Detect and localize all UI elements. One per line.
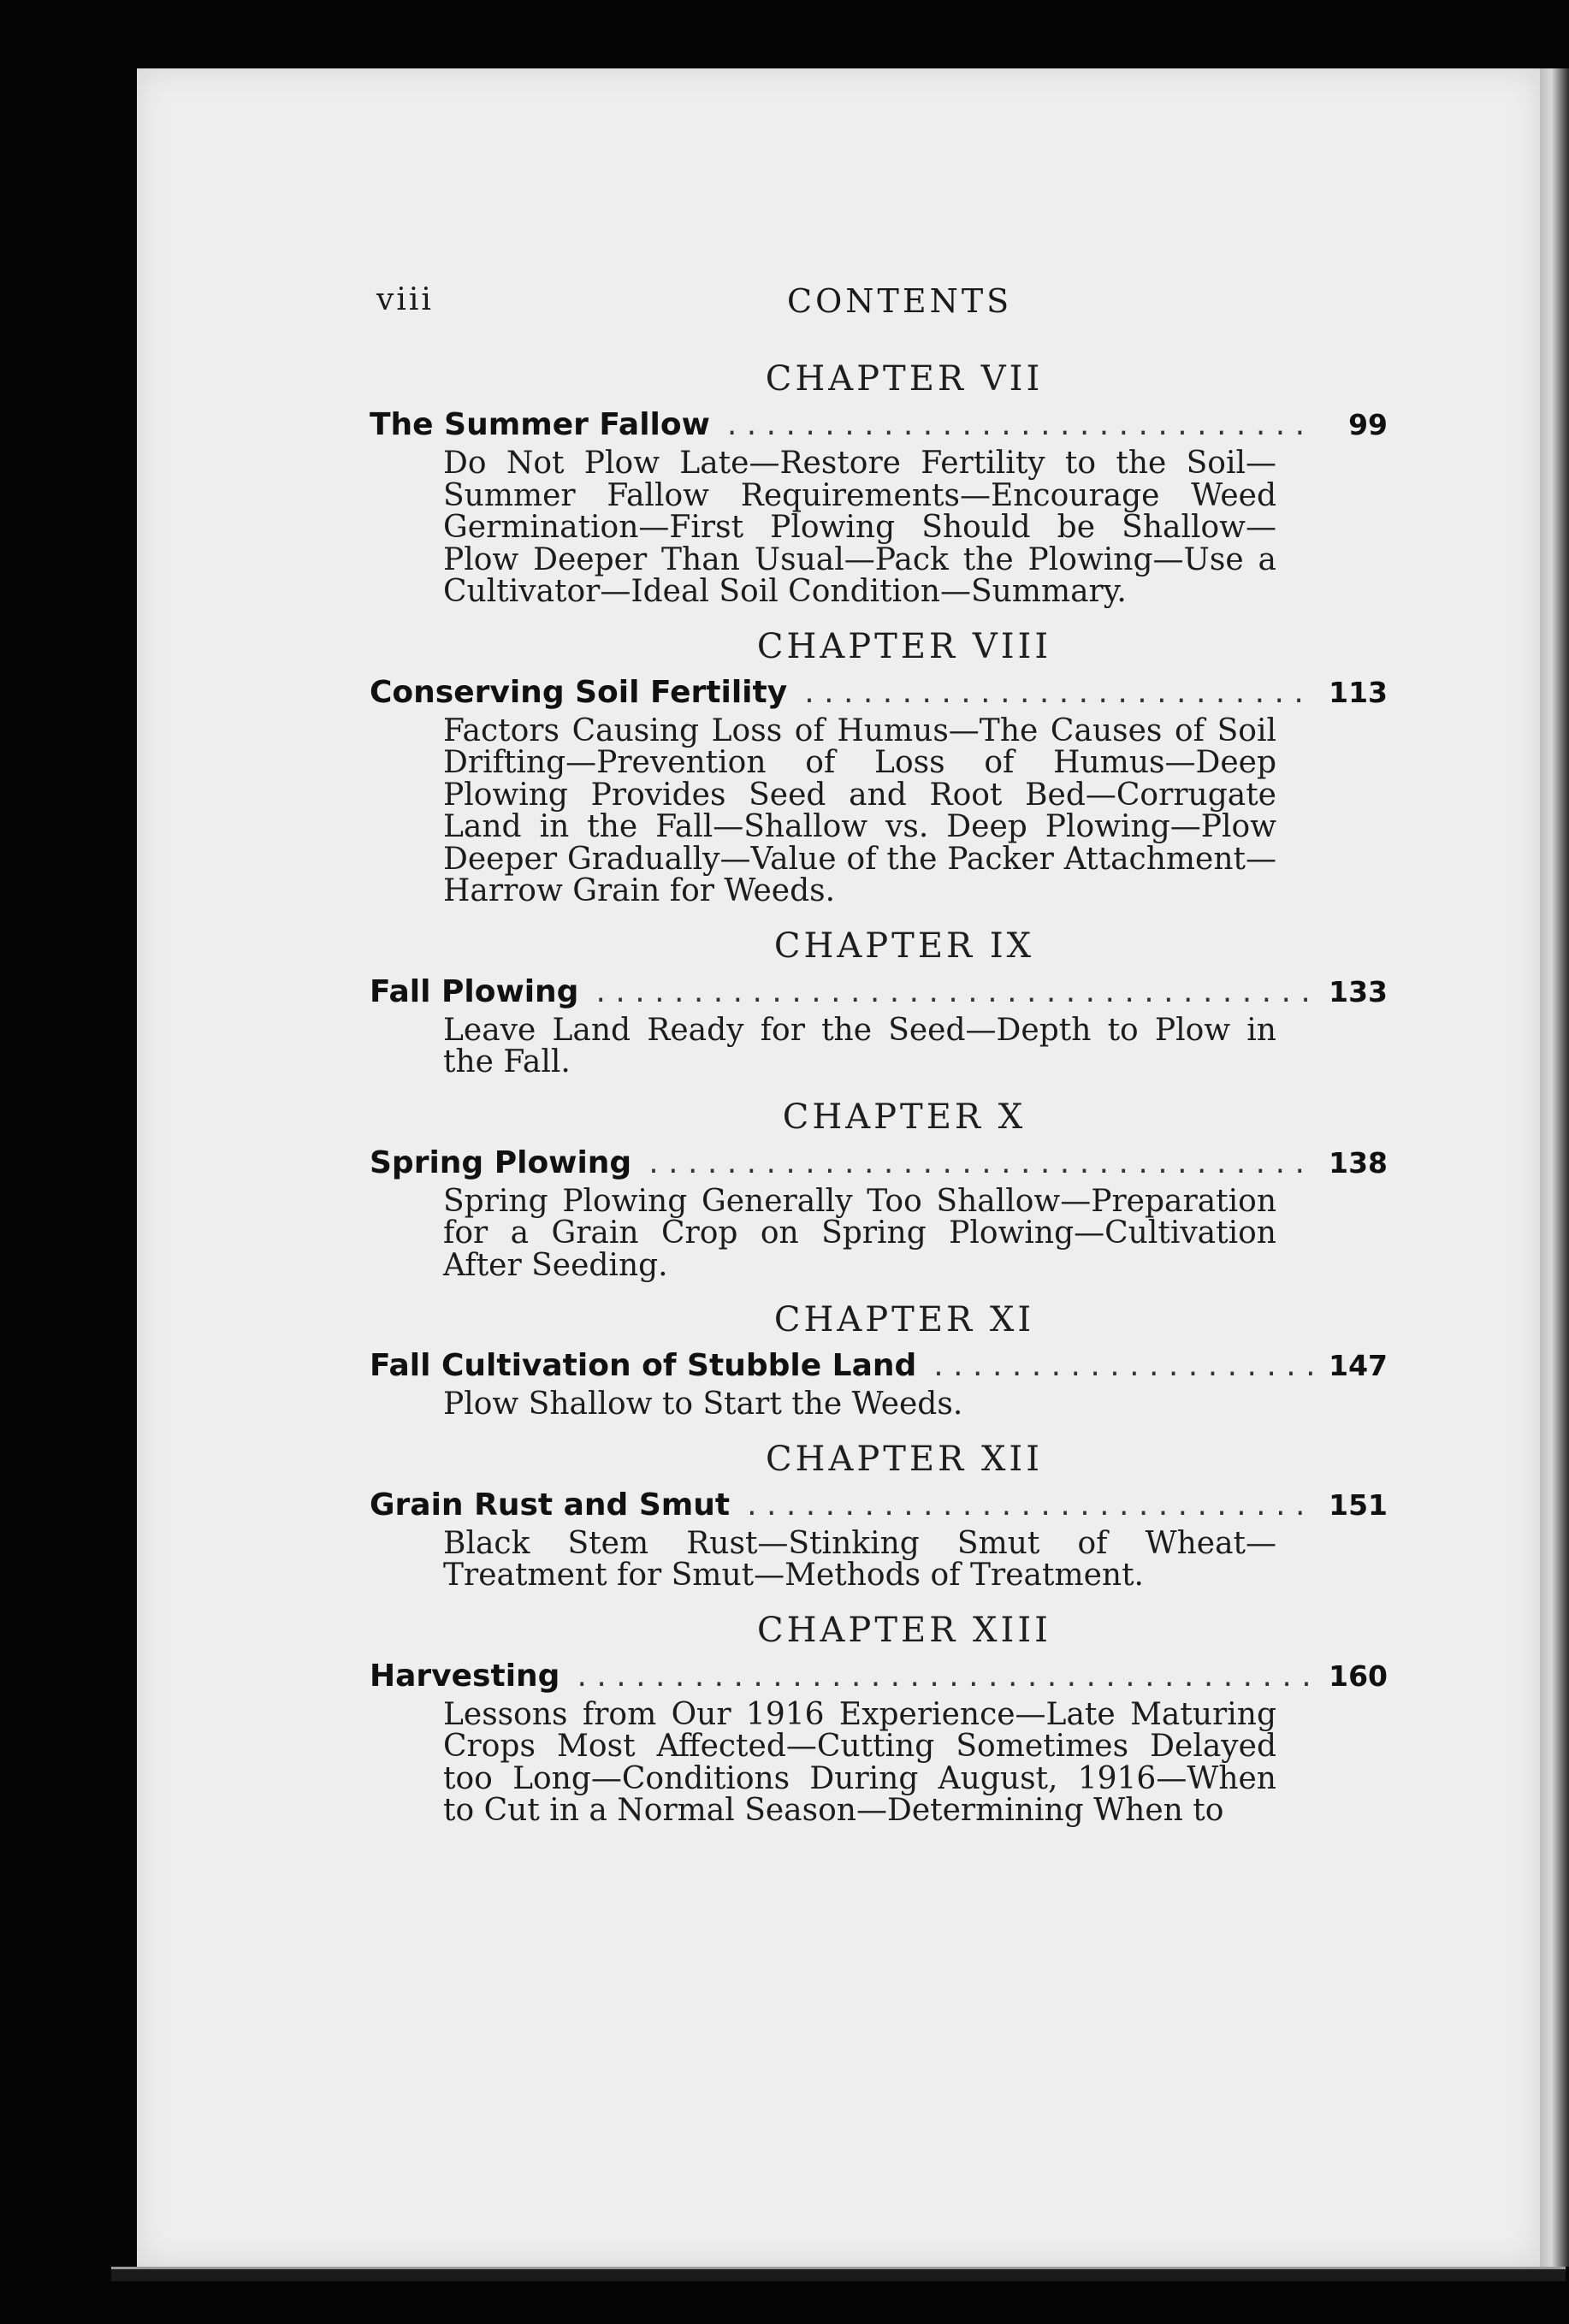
chapter-title: Spring Plowing — [370, 1144, 632, 1180]
chapter-entry — [370, 407, 1388, 442]
chapter-section — [370, 359, 1388, 608]
chapter-summary: Lessons from Our 1916 Experience—Late Maturing Crops Most Affected—Cutting Sometimes Delayed too Long—Conditions During August, 1916—When to Cut in a Normal Season—Determining When to — [443, 1696, 1276, 1828]
contents-heading: CONTENTS — [787, 282, 1013, 320]
page-number: 151 — [1329, 1487, 1388, 1522]
chapter-summary: Spring Plowing Generally Too Shallow—Preparation for a Grain Crop on Spring Plowing—Cultivation After Seeding. — [443, 1183, 1276, 1283]
dot-leader — [595, 974, 1316, 1009]
chapter-heading: CHAPTER VIII — [756, 626, 1052, 666]
page-number: 138 — [1329, 1145, 1388, 1180]
chapter-summary: Leave Land Ready for the Seed—Depth to Plow in the Fall. — [443, 1012, 1276, 1079]
chapter-title: Conserving Soil Fertility — [370, 674, 788, 710]
chapter-section — [370, 926, 1388, 1079]
chapter-summary: Do Not Plow Late—Restore Fertility to the Soil—Summer Fallow Requirements—Encourage Weed Germination—First Plowing Should be Shallow—Plow Deeper Than Usual—Pack the Plowing—Use a Cultivator—Ideal Soil Condition—Summary. — [443, 446, 1276, 609]
chapter-title: Harvesting — [370, 1658, 560, 1694]
dot-leader — [804, 675, 1316, 710]
chapter-section — [370, 1300, 1388, 1421]
dot-leader — [727, 407, 1316, 442]
chapter-section — [370, 1440, 1388, 1592]
chapter-title: Grain Rust and Smut — [370, 1487, 731, 1523]
chapter-summary: Factors Causing Loss of Humus—The Causes of Soil Drifting—Prevention of Loss of Humus—Deep Plowing Provides Seed and Root Bed—Corrugate Land in the Fall—Shallow vs. Deep Plowing—Plow Deeper Gradually—Value of the Packer Attachment—Harrow Grain for Weeds. — [443, 713, 1276, 908]
chapter-entry — [370, 1487, 1388, 1523]
chapter-summary: Black Stem Rust—Stinking Smut of Wheat—Treatment for Smut—Methods of Treatment. — [443, 1525, 1276, 1593]
chapter-heading: CHAPTER IX — [773, 925, 1035, 966]
page-edge — [1540, 68, 1569, 2267]
dot-leader — [577, 1659, 1316, 1694]
page-number: 133 — [1329, 974, 1388, 1008]
chapter-section — [370, 627, 1388, 908]
dot-leader — [933, 1348, 1316, 1383]
page-number: 99 — [1348, 408, 1388, 441]
chapter-section — [370, 1097, 1388, 1282]
chapter-entry — [370, 974, 1388, 1009]
chapter-entry — [370, 1145, 1388, 1180]
page-bottom-edge — [111, 2267, 1566, 2281]
chapter-heading: CHAPTER XII — [765, 1439, 1044, 1479]
page-number: 113 — [1329, 675, 1388, 709]
page-number: 160 — [1329, 1659, 1388, 1693]
chapter-heading: CHAPTER XI — [773, 1300, 1035, 1339]
dot-leader — [648, 1145, 1316, 1180]
chapter-summary: Plow Shallow to Start the Weeds. — [443, 1387, 963, 1422]
chapter-heading: CHAPTER VII — [765, 359, 1044, 399]
chapter-title: Fall Cultivation of Stubble Land — [370, 1348, 917, 1383]
page-number: 147 — [1329, 1349, 1388, 1382]
page-folio: viii — [376, 282, 434, 317]
contents-list — [370, 359, 1388, 1846]
chapter-entry — [370, 1348, 1388, 1383]
chapter-entry — [370, 675, 1388, 710]
chapter-entry — [370, 1659, 1388, 1694]
running-head — [376, 282, 1569, 325]
dot-leader — [747, 1487, 1316, 1523]
chapter-title: The Summer Fallow — [370, 407, 710, 442]
chapter-title: Fall Plowing — [370, 973, 579, 1009]
chapter-heading: CHAPTER XIII — [757, 1610, 1051, 1650]
chapter-section — [370, 1611, 1388, 1827]
chapter-heading: CHAPTER X — [782, 1097, 1027, 1137]
